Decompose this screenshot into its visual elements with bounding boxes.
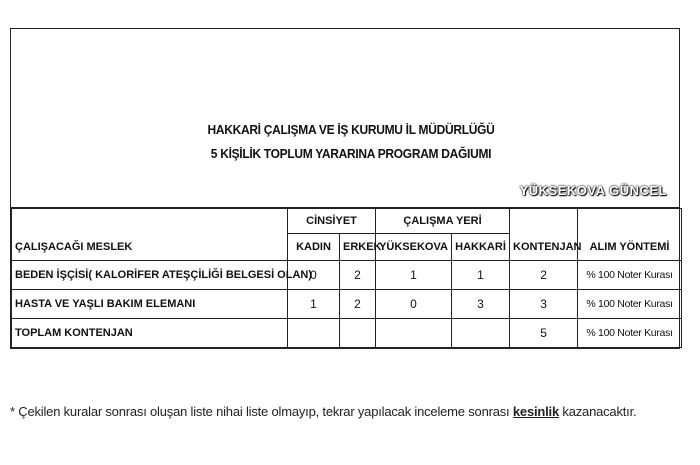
hakkari-cell: 1	[452, 261, 510, 290]
male-cell: 2	[340, 290, 376, 319]
quota-cell: 3	[510, 290, 578, 319]
total-quota-cell: 5	[510, 319, 578, 348]
empty-cell	[340, 319, 376, 348]
empty-cell	[288, 319, 340, 348]
yuksekova-cell: 0	[376, 290, 452, 319]
header-spacer	[12, 209, 288, 234]
footnote-text: * Çekilen kuralar sonrası oluşan liste nihai liste olmayıp, tekrar yapılacak inceleme sonrası	[10, 404, 513, 419]
workplace-group-header: ÇALIŞMA YERİ	[376, 209, 510, 234]
empty-cell	[452, 319, 510, 348]
program-title: 5 KİŞİLİK TOPLUM YARARINA PROGRAM DAĞIUMI	[210, 146, 492, 162]
column-header-row	[12, 234, 682, 261]
watermark: YÜKSEKOVA GÜNCEL	[519, 183, 667, 198]
gender-group-header: CİNSİYET	[288, 209, 376, 234]
table-row	[12, 261, 682, 290]
total-method-cell: % 100 Noter Kurası	[578, 319, 682, 348]
distribution-table	[11, 208, 682, 348]
table-row	[12, 290, 682, 319]
total-label: TOPLAM KONTENJAN	[12, 319, 288, 348]
profession-cell: HASTA VE YAŞLI BAKIM ELEMANI	[12, 290, 288, 319]
total-row	[12, 319, 682, 348]
female-cell: 1	[288, 290, 340, 319]
quota-cell: 2	[510, 261, 578, 290]
footnote-text-end: kazanacaktır.	[559, 404, 637, 419]
hakkari-cell: 3	[452, 290, 510, 319]
yuksekova-header: YÜKSEKOVA	[376, 234, 452, 261]
header-spacer	[510, 209, 578, 234]
profession-cell: BEDEN İŞÇİSİ( KALORİFER ATEŞÇİLİĞİ BELGESİ OLAN)	[12, 261, 288, 290]
header-spacer	[578, 209, 682, 234]
institution-title: HAKKARİ ÇALIŞMA VE İŞ KURUMU İL MÜDÜRLÜĞÜ	[207, 122, 495, 138]
female-header: KADIN	[288, 234, 340, 261]
footnote-emphasis: kesinlik	[512, 404, 559, 419]
method-header: ALIM YÖNTEMİ	[578, 234, 682, 261]
group-header-row	[12, 209, 682, 234]
quota-header: KONTENJAN	[510, 234, 578, 261]
yuksekova-cell: 1	[376, 261, 452, 290]
document-sheet	[10, 28, 680, 349]
title-area	[11, 29, 679, 208]
male-cell: 2	[340, 261, 376, 290]
empty-cell	[376, 319, 452, 348]
method-cell: % 100 Noter Kurası	[578, 261, 682, 290]
method-cell: % 100 Noter Kurası	[578, 290, 682, 319]
hakkari-header: HAKKARİ	[452, 234, 510, 261]
female-cell: 0	[288, 261, 340, 290]
male-header: ERKEK	[340, 234, 376, 261]
footnote	[10, 404, 636, 419]
profession-header: ÇALIŞACAĞI MESLEK	[12, 234, 288, 261]
